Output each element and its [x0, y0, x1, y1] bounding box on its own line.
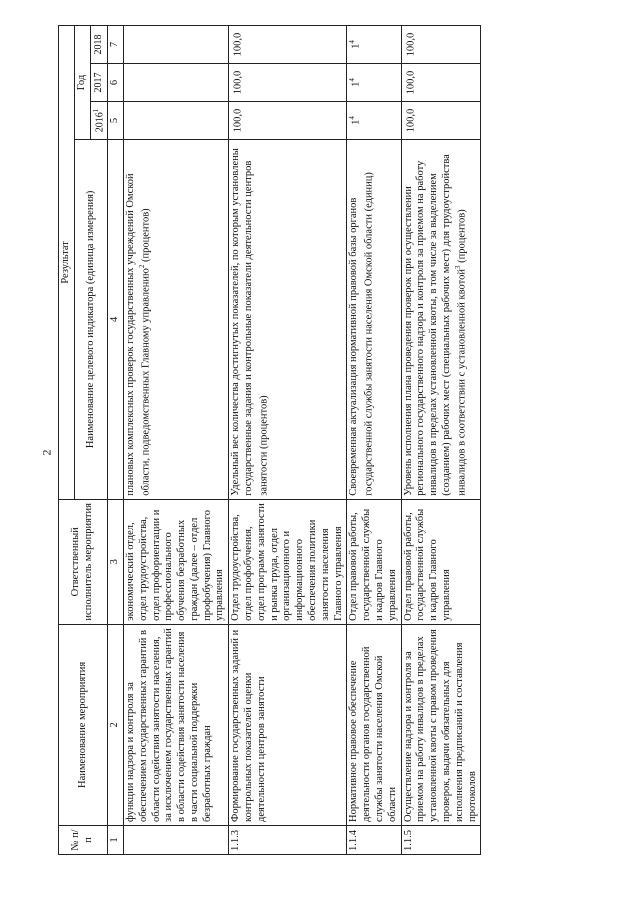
value-2017	[347, 64, 401, 102]
row-responsible: экономический отдел, отдел трудоустройства, отдел профориентации и профессионального обучения безработных граждан (далее – отдел профобучения) Главного управления	[123, 499, 228, 624]
value-text: 100,0	[232, 108, 244, 133]
index-cell: 6	[108, 64, 124, 102]
row-responsible: Отдел правовой работы, государственной службы и кадров Главного управления	[347, 499, 401, 624]
value-text: 100,0	[232, 70, 244, 95]
year-2016-footnote: 1	[91, 108, 100, 113]
value-2016	[123, 102, 228, 140]
row-event: функции надзора и контроля за обеспечением государственных гарантий в области содействия занятости населения, за исключением государственных гарантий в области содействия занятости населения в части социальной поддержки безработных граждан	[123, 624, 228, 825]
header-2016	[90, 102, 108, 140]
value-2016	[347, 102, 401, 140]
header-row-1	[59, 26, 75, 855]
row-number	[123, 825, 228, 854]
row-indicator	[229, 140, 347, 500]
row-responsible: Отдел правовой работы, государственной службы и кадров Главного управления	[401, 499, 481, 624]
row-indicator	[123, 140, 228, 500]
index-cell: 5	[108, 102, 124, 140]
index-cell: 2	[108, 624, 124, 825]
table-row	[123, 26, 228, 855]
indicator-text: Своевременная актуализация нормативной правовой базы органов государственной службы занятости населения Омской области (единиц)	[348, 172, 375, 496]
indicator-text: Удельный вес количества достигнутых показателей, по которым установлены государственные задания и контрольные показатели деятельности центров занятости (процентов)	[230, 148, 270, 496]
page-number: 2	[39, 449, 54, 456]
value-text: 100,0	[405, 70, 417, 95]
indicator-unit: (процентов)	[456, 209, 468, 266]
value-text: 100,0	[405, 32, 417, 57]
value-2016	[229, 102, 347, 140]
value-footnote: 4	[348, 78, 357, 82]
index-cell: 7	[108, 26, 124, 64]
value-2018	[347, 26, 401, 64]
header-no: № п/п	[59, 825, 108, 854]
value-text: 1	[350, 81, 362, 87]
row-event: Осуществление надзора и контроля за приемом на работу инвалидов в пределах установленной квоты с правом проведения проверок, выдачи обязательных для исполнения предписаний и составления протоколов	[401, 624, 481, 825]
header-2017: 2017	[90, 64, 108, 102]
value-text: 1	[350, 43, 362, 49]
value-text: 100,0	[405, 108, 417, 133]
index-cell: 4	[108, 140, 124, 500]
header-result: Результат	[59, 26, 75, 500]
value-2018	[229, 26, 347, 64]
row-number: 1.1.3	[229, 825, 347, 854]
value-2016	[401, 102, 481, 140]
row-number: 1.1.4	[347, 825, 401, 854]
index-cell: 1	[108, 825, 124, 854]
row-indicator	[401, 140, 481, 500]
row-event: Формирование государственных заданий и контрольных показателей оценки деятельности центров занятости	[229, 624, 347, 825]
rotated-page	[58, 25, 618, 855]
table-row	[229, 26, 347, 855]
table-row	[347, 26, 401, 855]
value-text: 100,0	[232, 32, 244, 57]
value-2018	[123, 26, 228, 64]
row-responsible: Отдел трудоустройства, отдел профобучения, отдел программ занятости и рынка труда, отдел организационного и информационного обеспечения политики занятости населения Главного управления	[229, 499, 347, 624]
indicator-footnote: 3	[453, 265, 462, 270]
indicator-text: плановых комплексных проверок государственных учреждений Омской области, подведомственных Главному управлению	[124, 173, 152, 496]
value-footnote: 4	[348, 116, 357, 120]
value-2017	[229, 64, 347, 102]
value-footnote: 4	[348, 40, 357, 44]
header-indicator: Наименование целевого индикатора (единица измерения)	[74, 140, 107, 500]
header-year: Год	[74, 26, 90, 140]
value-text: 1	[350, 119, 362, 125]
row-event: Нормативное правовое обеспечение деятельности органов государственной службы занятости населения Омской области	[347, 624, 401, 825]
header-event: Наименование мероприятия	[59, 624, 108, 825]
header-index-row	[108, 26, 124, 855]
indicator-text: Уровень исполнения плана проведения проверок при осуществлении регионального государственного надзора и контроля за приемом на работу инвалидов в пределах установленной квоты, в том числе за выделением (созданием) рабочих мест (специальных рабочих мест) для трудоустройства инвалидов в соответствии с установленной квотой	[402, 154, 468, 496]
header-responsible: Ответственный исполнитель мероприятия	[59, 499, 108, 624]
value-2017	[123, 64, 228, 102]
header-2018: 2018	[90, 26, 108, 64]
value-2017	[401, 64, 481, 102]
indicator-unit: (процентов)	[140, 208, 152, 265]
year-2016-label: 2016	[93, 112, 105, 133]
table-row	[401, 26, 481, 855]
results-table	[58, 25, 481, 855]
indicator-footnote: 2	[137, 264, 146, 269]
value-2018	[401, 26, 481, 64]
index-cell: 3	[108, 499, 124, 624]
row-number: 1.1.5	[401, 825, 481, 854]
row-indicator	[347, 140, 401, 500]
